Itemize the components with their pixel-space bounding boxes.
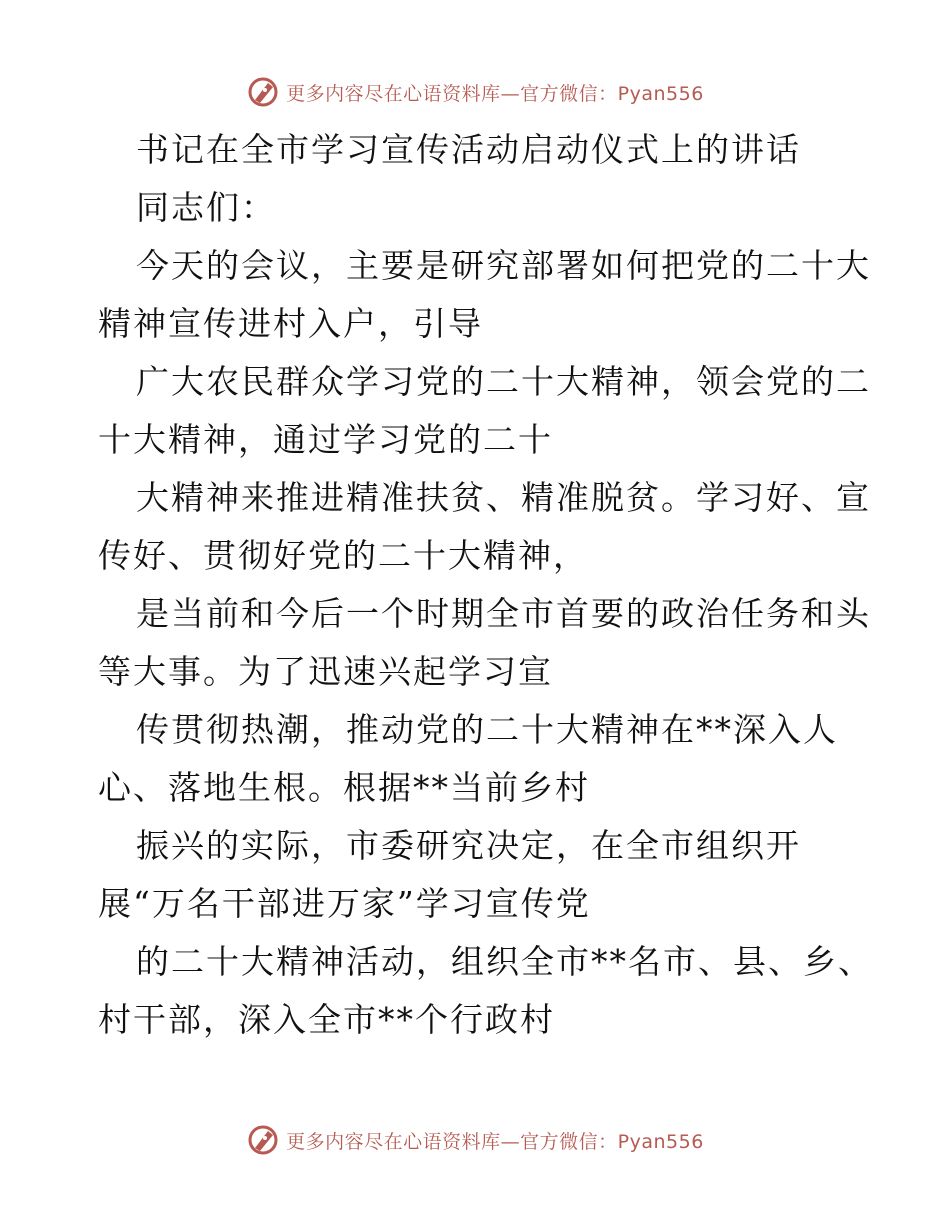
watermark-label: 更多内容尽在心语资料库—官方微信：: [286, 82, 618, 105]
watermark-wechat-id: Pyan556: [617, 82, 704, 105]
paragraph-line: 同志们：: [136, 188, 276, 227]
paragraph-line: 十大精神，通过学习党的二十: [98, 420, 553, 459]
document-body: [98, 121, 873, 1049]
document-title: 书记在全市学习宣传活动启动仪式上的讲话: [136, 130, 801, 169]
paragraph-line: 心、落地生根。根据**当前乡村: [98, 768, 590, 807]
paragraph-line: 精神宣传进村入户，引导: [98, 304, 483, 343]
paragraph-line: 是当前和今后一个时期全市首要的政治任务和头: [136, 594, 871, 633]
watermark-text: [286, 79, 704, 106]
paragraph-line: 展“万名干部进万家”学习宣传党: [98, 884, 591, 923]
watermark-wechat-id: Pyan556: [617, 1130, 704, 1153]
paragraph-line: 振兴的实际，市委研究决定，在全市组织开: [136, 826, 801, 865]
paragraph-line: 广大农民群众学习党的二十大精神，领会党的二: [136, 362, 871, 401]
pen-nib-circle-icon: [246, 1123, 280, 1157]
paragraph-line: 的二十大精神活动，组织全市**名市、县、乡、: [136, 942, 873, 981]
watermark-banner-inner: [246, 1123, 704, 1157]
header-watermark-banner: [0, 72, 950, 112]
watermark-text: [286, 1127, 704, 1154]
paragraph-line: 等大事。为了迅速兴起学习宣: [98, 652, 553, 691]
pen-nib-circle-icon: [246, 75, 280, 109]
paragraph-line: 传好、贯彻好党的二十大精神，: [98, 536, 588, 575]
paragraph-line: 今天的会议，主要是研究部署如何把党的二十大: [136, 246, 871, 285]
paragraph-line: 村干部，深入全市**个行政村: [98, 1000, 555, 1039]
paragraph-line: 大精神来推进精准扶贫、精准脱贫。学习好、宣: [136, 478, 871, 517]
watermark-label: 更多内容尽在心语资料库—官方微信：: [286, 1130, 618, 1153]
footer-watermark-banner: [0, 1120, 950, 1160]
watermark-banner-inner: [246, 75, 704, 109]
paragraph-line: 传贯彻热潮，推动党的二十大精神在**深入人: [136, 710, 838, 749]
